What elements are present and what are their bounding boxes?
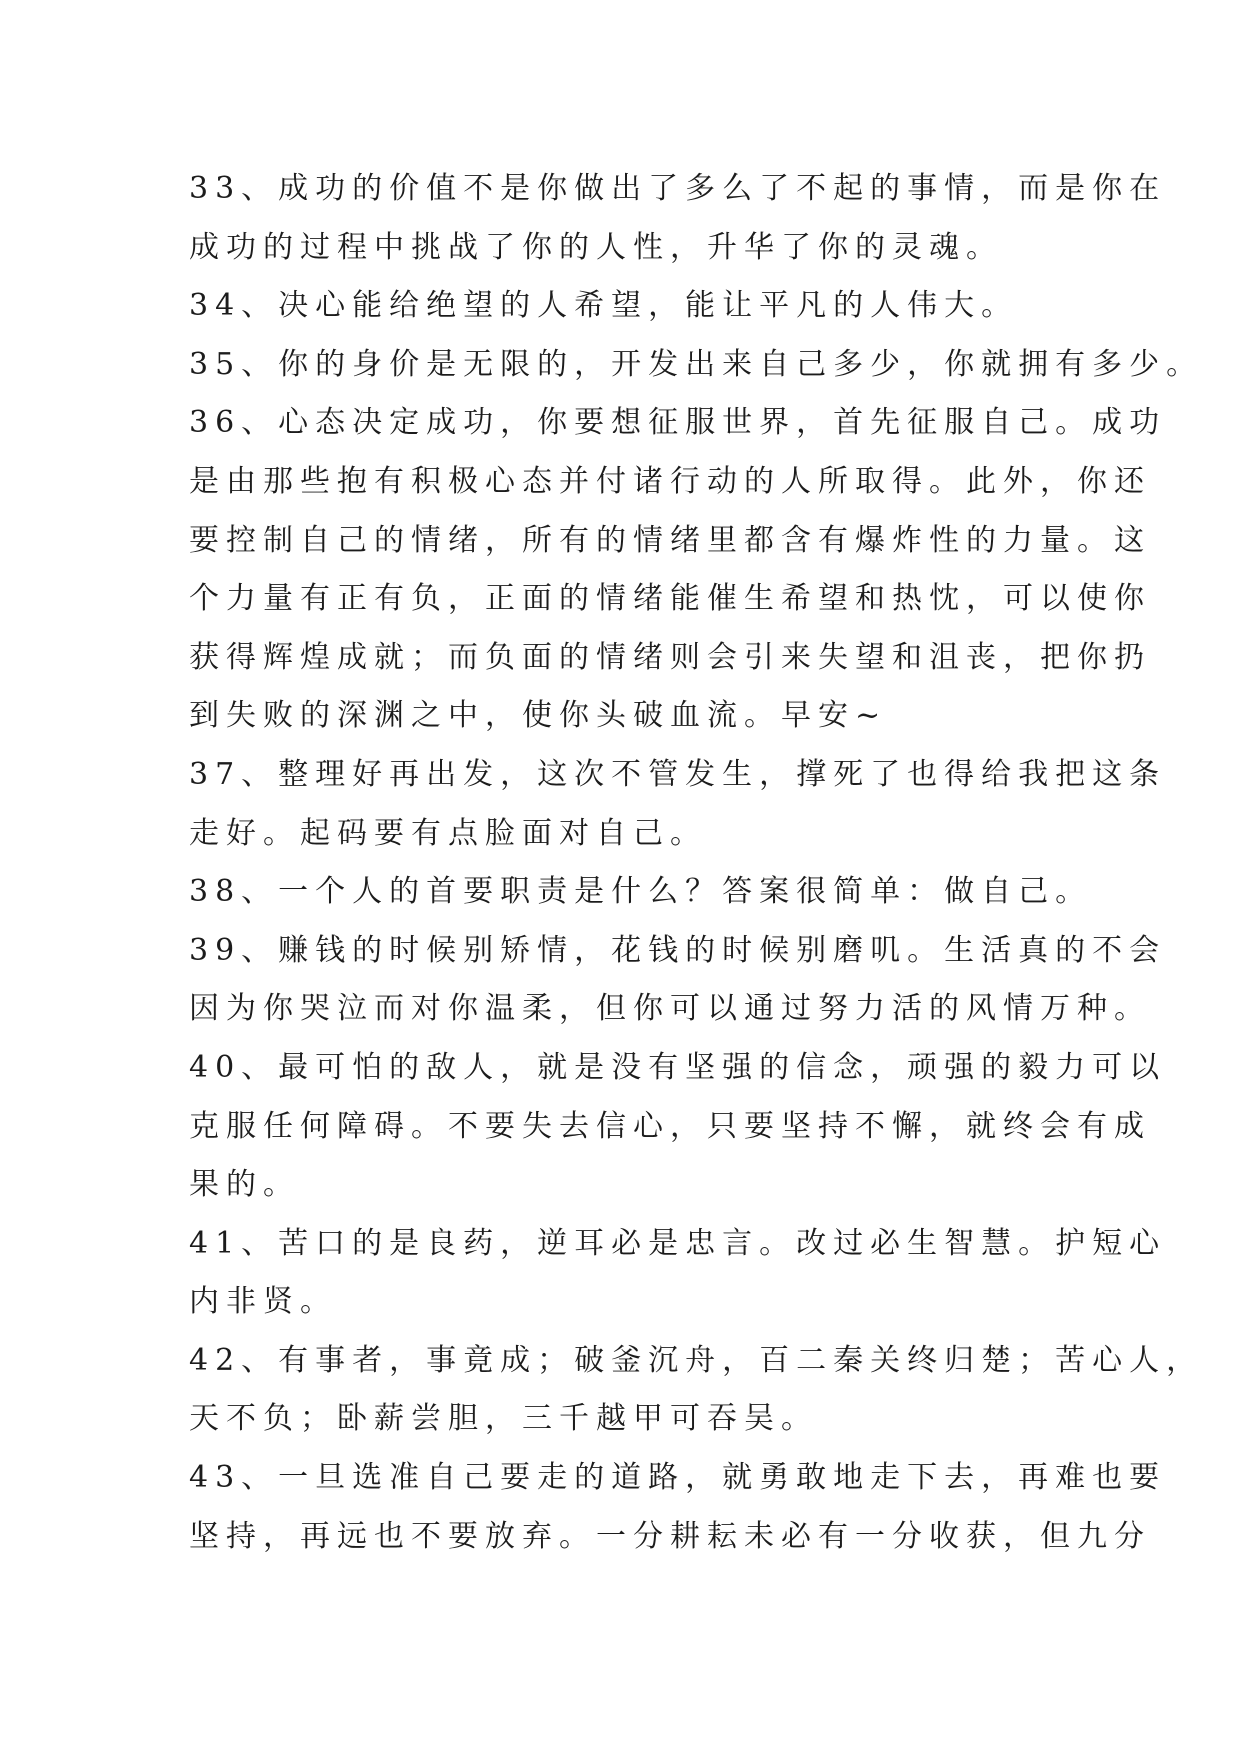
text-line: 因为你哭泣而对你温柔，但你可以通过努力活的风情万种。 <box>189 991 1151 1027</box>
text-line: 38、一个人的首要职责是什么？答案很简单：做自己。 <box>189 874 1093 910</box>
text-line: 34、决心能给绝望的人希望，能让平凡的人伟大。 <box>189 288 1019 324</box>
text-body <box>189 160 1204 1566</box>
text-line: 获得辉煌成就；而负面的情绪则会引来失望和沮丧，把你扔 <box>189 639 1151 675</box>
text-line: 37、整理好再出发，这次不管发生，撑死了也得给我把这条 <box>189 756 1167 792</box>
text-line: 成功的过程中挑战了你的人性，升华了你的灵魂。 <box>189 229 1003 265</box>
text-line: 36、心态决定成功，你要想征服世界，首先征服自己。成功 <box>189 405 1167 441</box>
text-line: 41、苦口的是良药，逆耳必是忠言。改过必生智慧。护短心 <box>189 1225 1167 1261</box>
text-line: 天不负；卧薪尝胆，三千越甲可吞吴。 <box>189 1401 818 1437</box>
text-line: 35、你的身价是无限的，开发出来自己多少，你就拥有多少。 <box>189 346 1204 382</box>
text-line: 42、有事者，事竟成；破釜沉舟，百二秦关终归楚；苦心人， <box>189 1342 1204 1378</box>
text-line: 内非贤。 <box>189 1284 337 1320</box>
text-line: 个力量有正有负，正面的情绪能催生希望和热忱，可以使你 <box>189 581 1151 617</box>
text-line: 43、一旦选准自己要走的道路，就勇敢地走下去，再难也要 <box>189 1460 1167 1496</box>
text-line: 走好。起码要有点脸面对自己。 <box>189 815 707 851</box>
text-line: 39、赚钱的时候别矫情，花钱的时候别磨叽。生活真的不会 <box>189 932 1167 968</box>
text-line: 克服任何障碍。不要失去信心，只要坚持不懈，就终会有成 <box>189 1108 1151 1144</box>
text-line: 是由那些抱有积极心态并付诸行动的人所取得。此外，你还 <box>189 463 1151 499</box>
text-line: 坚持，再远也不要放弃。一分耕耘未必有一分收获，但九分 <box>189 1518 1151 1554</box>
text-line: 40、最可怕的敌人，就是没有坚强的信念，顽强的毅力可以 <box>189 1049 1167 1085</box>
text-line: 到失败的深渊之中，使你头破血流。早安~ <box>189 698 888 734</box>
text-line: 要控制自己的情绪，所有的情绪里都含有爆炸性的力量。这 <box>189 522 1151 558</box>
text-line: 33、成功的价值不是你做出了多么了不起的事情，而是你在 <box>189 171 1167 206</box>
text-line: 果的。 <box>189 1167 300 1203</box>
